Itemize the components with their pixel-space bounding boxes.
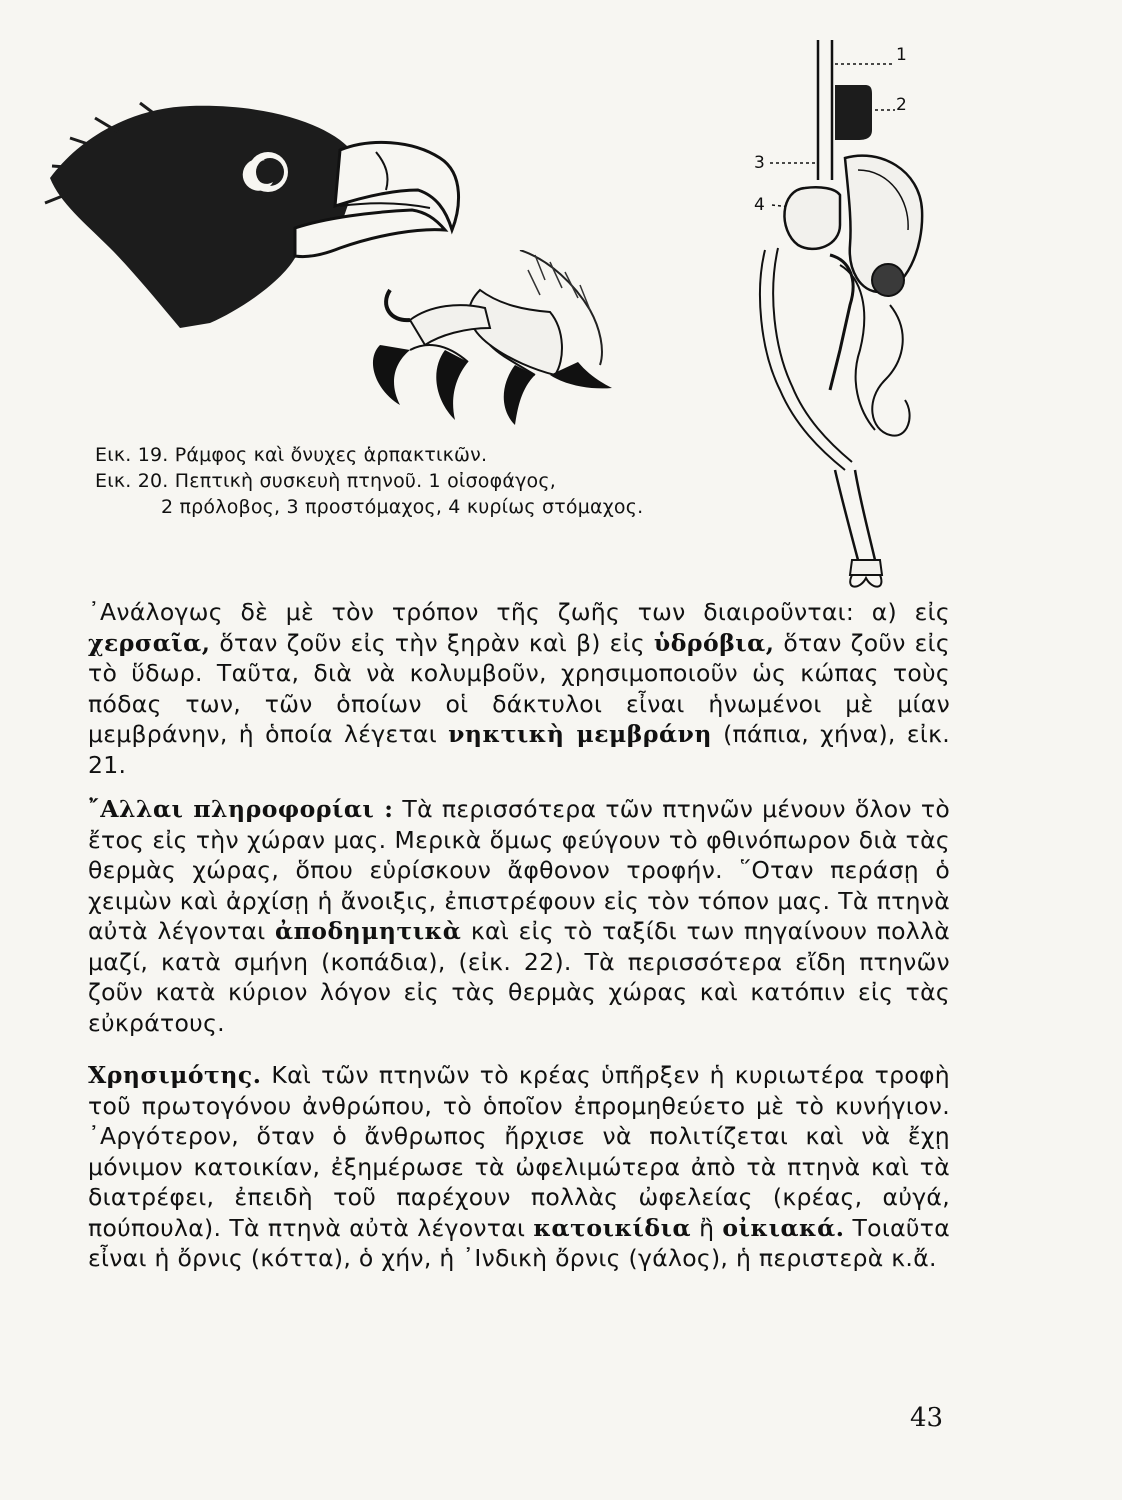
text-run: ὅταν ζοῦν εἰς τὸ ὕδωρ. Ταῦτα, διὰ νὰ κολυμβοῦν, χρησιμοποιοῦν ὡς κώπας τοὺς πόδας των, τῶν ὁποίων οἱ δάκτυλοι εἶναι ἡνωμένοι μὲ μίαν μεμβράνην, ἡ ὁποία λέγεται	[88, 628, 950, 748]
term-apodimitika: ἀποδημητικὰ	[274, 917, 462, 945]
caption-line-3: 2 πρόλοβος, 3 προστόμαχος, 4 κυρίως στόμαχος.	[161, 496, 644, 518]
heading-usefulness: Χρησιμότης.	[88, 1061, 262, 1089]
page-number: 43	[910, 1403, 944, 1433]
paragraph-other-info	[88, 794, 950, 1038]
caption-line-1: Εικ. 19. Ράμφος καὶ ὄνυχες ἁρπακτικῶν.	[95, 444, 488, 466]
text-run: Τοιαῦτα εἶναι ἡ ὄρνις (κόττα), ὁ χήν, ἡ ᾿Ινδικὴ ὄρνις (γάλος), ἡ περιστερὰ κ.ἄ.	[88, 1213, 951, 1272]
label-3: 3	[754, 153, 765, 173]
text-run: Τὰ περισσότερα τῶν πτηνῶν μένουν ὅλον τὸ ἔτος εἰς τὴν χώραν μας. Μερικὰ ὅμως φεύγουν τὸ φθινόπωρον διὰ τὰς θερμὰς χώρας, ὅπου εὑρίσκουν ἄφθονον τροφήν. ῞Οταν περάσῃ ὁ χειμὼν καὶ ἀρχίσῃ ἡ ἄνοιξις, ἐπιστρέφουν εἰς τὸν τόπον μας. Τὰ πτηνὰ αὐτὰ λέγονται	[88, 795, 950, 945]
figure-caption	[95, 442, 745, 520]
text-run: ᾿Ανάλογως δὲ μὲ τὸν τρόπον τῆς ζωῆς των διαιροῦνται: α) εἰς	[88, 598, 950, 626]
term-oikiaka: οἰκιακά.	[722, 1213, 845, 1242]
paragraph-usefulness	[88, 1060, 950, 1274]
text-run: ἢ	[691, 1213, 723, 1242]
label-2: 2	[896, 95, 907, 115]
text-run: ὅταν ζοῦν εἰς τὴν ξηρὰν καὶ β) εἰς	[210, 628, 654, 657]
paragraph-habitat	[88, 597, 950, 780]
caption-line-2: Εικ. 20. Πεπτικὴ συσκευὴ πτηνοῦ. 1 οἰσοφάγος,	[95, 470, 556, 492]
label-1: 1	[896, 45, 907, 65]
term-katoikidia: κατοικίδια	[533, 1213, 692, 1242]
term-nektiki-membrani: νηκτικὴ μεμβράνη	[448, 720, 712, 748]
label-4: 4	[754, 195, 765, 215]
term-ydrovia: ὑδρόβια,	[653, 628, 775, 657]
talon-illustration	[350, 250, 630, 425]
text-run: καὶ εἰς τὸ ταξίδι των πηγαίνουν πολλὰ μαζί, κατὰ σμήνη (κοπάδια), (εἰκ. 22). Τὰ περισσότερα εἴδη πτηνῶν ζοῦν κατὰ κύριον λόγον εἰς τὰς θερμὰς χώρας καὶ κατόπιν εἰς τὰς εὐκράτους.	[88, 917, 950, 1037]
text-run: Καὶ τῶν πτηνῶν τὸ κρέας ὑπῆρξεν ἡ κυριωτέρα τροφὴ τοῦ πρωτογόνου ἀνθρώπου, τὸ ὁποῖον ἐπρομηθεύετο μὲ τὸ κυνήγιον. ᾿Αργότερον, ὅταν ὁ ἄνθρωπος ἤρχισε νὰ πολιτίζεται καὶ νὰ ἔχῃ μόνιμον κατοικίαν, ἐξημέρωσε τὰ ὠφελιμώτερα ἀπὸ τὰ πτηνὰ καὶ τὰ διατρέφει, ἐπειδὴ τοῦ παρέχουν πολλὰς ὠφελείας (κρέας, αὐγά, πούπουλα). Τὰ πτηνὰ αὐτὰ λέγονται	[88, 1061, 950, 1242]
heading-other-info: ῎Αλλαι πληροφορίαι :	[88, 795, 394, 823]
digestive-system-diagram	[740, 30, 960, 590]
text-run: (πάπια, χήνα), εἰκ. 21.	[88, 720, 950, 779]
term-chersaia: χερσαῖα,	[88, 628, 211, 657]
body-text	[88, 597, 950, 1274]
